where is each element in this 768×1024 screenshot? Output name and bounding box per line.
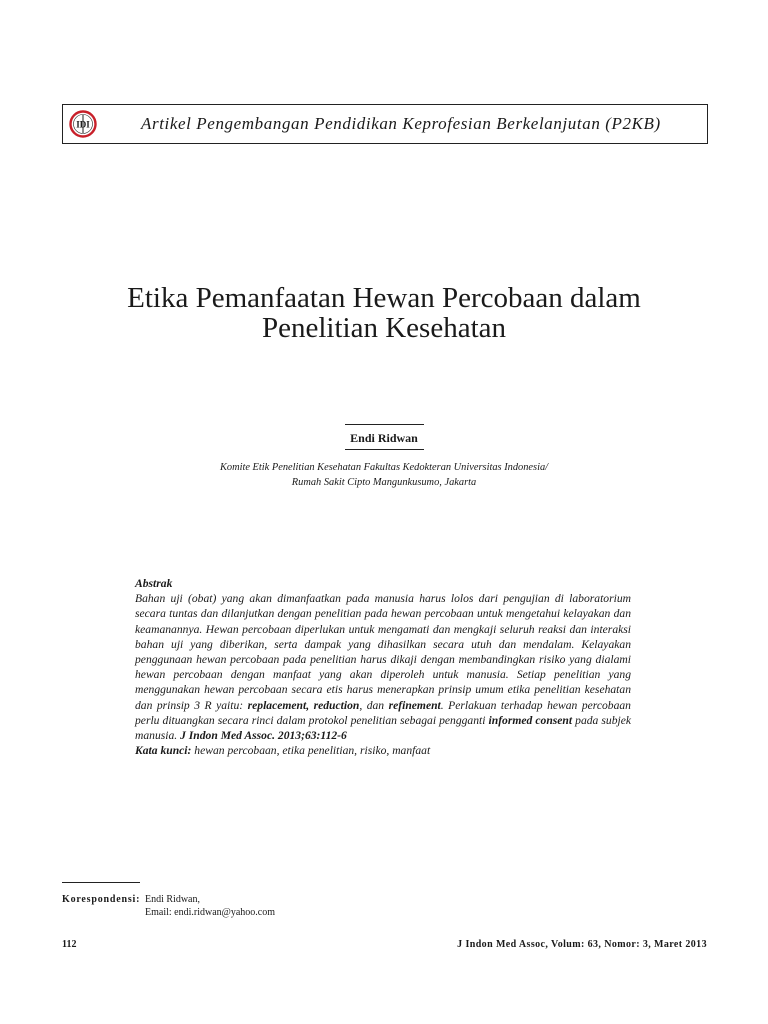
abstract-term-informed-consent: informed consent bbox=[488, 713, 573, 727]
header-banner bbox=[62, 104, 708, 144]
abstract-term-replacement: replacement, reduction bbox=[247, 698, 360, 712]
correspondence-name: Endi Ridwan, bbox=[145, 894, 200, 905]
abstract-term-refinement: refinement bbox=[388, 698, 441, 712]
author-name: Endi Ridwan bbox=[350, 431, 418, 445]
abstract-citation: J Indon Med Assoc. 2013;63:112-6 bbox=[180, 729, 347, 743]
author-rule-top bbox=[345, 424, 424, 425]
affiliation-line-2: Rumah Sakit Cipto Mangunkusumo, Jakarta bbox=[291, 476, 477, 488]
header-title: Artikel Pengembangan Pendidikan Keprofesian Berkelanjutan (P2KB) bbox=[141, 114, 661, 133]
keywords-label: Kata kunci: bbox=[135, 744, 192, 758]
title-line-2: Penelitian Kesehatan bbox=[262, 312, 506, 344]
abstract-text-3: pada subjek manusia. bbox=[135, 713, 632, 743]
abstract-body bbox=[135, 591, 631, 743]
keywords bbox=[135, 743, 631, 758]
svg-text:IDI: IDI bbox=[76, 119, 90, 130]
abstract-text-2: . Perlakuan terhadap hewan percobaan perlu dituangkan secara rinci dalam protokol penelitian sebagai pengganti bbox=[135, 698, 631, 727]
article-title bbox=[0, 283, 768, 343]
footnote-rule bbox=[62, 882, 140, 883]
page-number: 112 bbox=[62, 939, 77, 950]
journal-citation: J Indon Med Assoc, Volum: 63, Nomor: 3, Maret 2013 bbox=[457, 939, 707, 950]
affiliation-line-1: Komite Etik Penelitian Kesehatan Fakultas Kedokteran Universitas Indonesia/ bbox=[219, 462, 549, 473]
abstract-heading: Abstrak bbox=[135, 577, 173, 590]
idi-logo-icon bbox=[69, 110, 97, 138]
abstract-section bbox=[135, 576, 631, 758]
abstract-sep: , dan bbox=[359, 698, 389, 712]
correspondence-label: Korespondensi: bbox=[62, 894, 141, 905]
correspondence bbox=[62, 893, 275, 919]
title-line-1: Etika Pemanfaatan Hewan Percobaan dalam bbox=[127, 282, 641, 314]
keywords-text: hewan percobaan, etika penelitian, risiko, manfaat bbox=[191, 744, 431, 758]
author-rule-bottom bbox=[345, 449, 424, 450]
author-affiliation bbox=[0, 461, 768, 490]
correspondence-email: Email: endi.ridwan@yahoo.com bbox=[145, 907, 276, 918]
abstract-text-1: Bahan uji (obat) yang akan dimanfaatkan pada manusia harus lolos dari pengujian di laboratorium secara tuntas dan dilanjutkan dengan penelitian pada hewan percobaan untuk mengetahui kelayakan dan keamanannya. Hewan percobaan diperlukan untuk mengamati dan mengkaji seluruh reaksi dan interaksi bahan uji yang diberikan, serta dampak yang dihasilkan secara utuh dan mendalam. Kelayakan penggunaan hewan percobaan pada penelitian harus dikaji dengan membandingkan risiko yang dialami hewan percobaan dengan manfaat yang akan diperoleh untuk manusia. Setiap penelitian yang menggunakan hewan percobaan secara etis harus menerapkan prinsip umum etika penelitian kesehatan dan prinsip 3 R yaitu: bbox=[135, 592, 631, 712]
